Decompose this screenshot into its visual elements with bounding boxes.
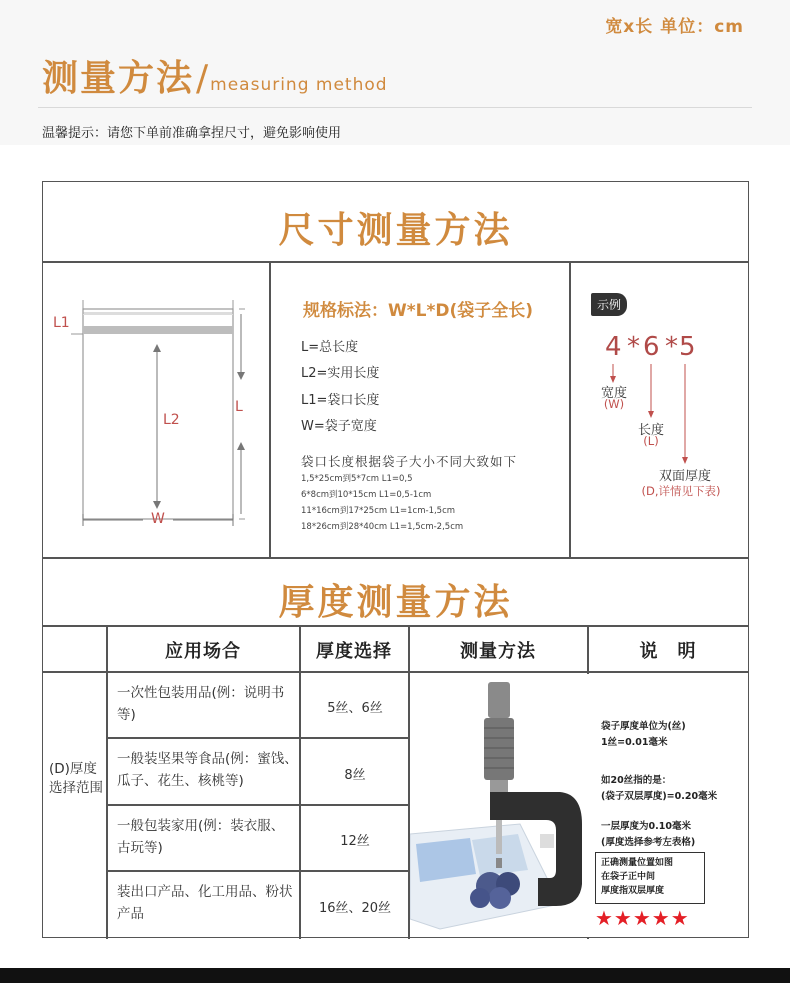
spec-note: 袋口长度根据袋子大小不同大致如下 [301, 454, 518, 469]
definition: L=总长度 [301, 340, 359, 355]
usage-cell: 一般包装家用(例：装衣服、古玩等) [117, 818, 285, 856]
spec-title: 规格标法：W*L*D(袋子全长) [303, 301, 534, 321]
divider [43, 557, 748, 559]
description-line: (袋子双层厚度)=0.20毫米 [601, 791, 718, 802]
example-width-sub: (W) [603, 397, 625, 411]
title-slash: / [196, 58, 209, 99]
w-label: W [151, 511, 165, 527]
spec-range: 1,5*25cm到5*7cm L1=0,5 [301, 474, 413, 484]
definition: L1=袋口长度 [301, 393, 380, 408]
l2-label: L2 [163, 412, 180, 428]
page-title-cn: 测量方法 [42, 58, 195, 99]
definition: W=袋子宽度 [301, 419, 377, 434]
note-line: 厚度指双层厚度 [601, 886, 665, 896]
l-label: L [235, 399, 243, 415]
example-number: 6 [643, 332, 660, 362]
spec-range: 18*26cm到28*40cm L1=1,5cm-2,5cm [301, 522, 464, 532]
usage-cell: 一次性包装用品(例：说明书等) [117, 685, 285, 723]
example-number: 4 [605, 332, 622, 362]
page-title-en: measuring method [210, 75, 388, 95]
description-line: 如20丝指的是： [601, 775, 672, 786]
note-line: 在袋子正中间 [601, 872, 656, 882]
header-description: 说 明 [639, 641, 697, 662]
l1-label: L1 [53, 315, 70, 331]
example-thickness-sub: (D,详情见下表) [641, 484, 721, 498]
unit-label: 宽x长 单位：cm [605, 17, 744, 37]
example-cell [571, 264, 748, 557]
description-line: 一层厚度为0.10毫米 [601, 821, 691, 832]
thickness-range-label: (D)厚度选择范围 [49, 761, 103, 796]
bottom-bar [0, 968, 790, 983]
micrometer-photo [410, 674, 589, 937]
bag-diagram [43, 264, 269, 557]
header-thickness: 厚度选择 [316, 641, 392, 662]
thickness-cell: 8丝 [344, 768, 366, 783]
spec-range: 11*16cm到17*25cm L1=1cm-1,5cm [301, 506, 456, 516]
measurement-table [42, 181, 749, 938]
micrometer-icon [410, 674, 589, 937]
divider [43, 261, 748, 263]
description-line: 1丝=0.01毫米 [601, 737, 668, 748]
thickness-cell: 16丝、20丝 [318, 901, 392, 916]
usage-cell: 一般装坚果等食品(例：蜜饯、瓜子、花生、核桃等) [117, 751, 298, 789]
description-line: 袋子厚度单位为(丝) [601, 721, 686, 732]
definition: L2=实用长度 [301, 366, 380, 381]
example-tag: 示例 [591, 293, 627, 316]
divider [43, 625, 748, 627]
page-title [42, 50, 388, 101]
description-cell [591, 674, 748, 937]
example-number: 5 [679, 332, 696, 362]
divider [106, 870, 408, 872]
note-line: 正确测量位置如图 [601, 858, 674, 868]
divider [106, 625, 108, 939]
divider [106, 737, 408, 739]
example-number: * [665, 332, 678, 362]
divider [106, 804, 408, 806]
example-number: * [627, 332, 640, 362]
measurement-note-box [595, 852, 705, 904]
usage-cell: 装出口产品、化工用品、粉状产品 [117, 884, 293, 922]
example-length-label: 长度 [637, 423, 664, 438]
description-line: (厚度选择参考左表格) [601, 837, 696, 848]
divider [269, 261, 271, 557]
tip-text: 温馨提示：请您下单前准确拿捏尺寸，避免影响使用 [42, 126, 342, 141]
example-length-sub: (L) [643, 434, 659, 448]
example-width-label: 宽度 [600, 386, 627, 401]
thickness-section-title: 厚度测量方法 [278, 582, 513, 623]
example-thickness-label: 双面厚度 [658, 469, 711, 484]
header-method: 测量方法 [460, 641, 536, 662]
size-section-title: 尺寸测量方法 [278, 210, 513, 251]
header-usage: 应用场合 [165, 641, 241, 662]
header-divider [38, 107, 752, 108]
thickness-cell: 5丝、6丝 [327, 701, 383, 716]
spec-range: 6*8cm到10*15cm L1=0,5-1cm [301, 490, 432, 500]
rating-stars-icon: ★★★★★ [595, 906, 690, 930]
thickness-cell: 12丝 [340, 834, 370, 849]
